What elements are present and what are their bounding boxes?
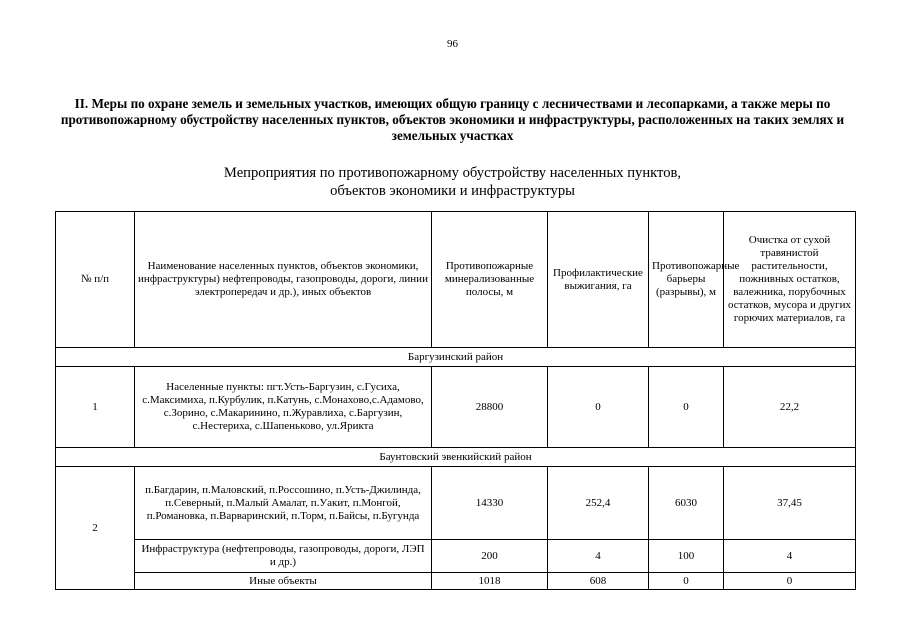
table-row xyxy=(56,367,856,448)
header-num: № п/п xyxy=(56,212,135,348)
row-barriers: 100 xyxy=(649,540,724,573)
district-row xyxy=(56,448,856,467)
row-strips: 28800 xyxy=(432,367,548,448)
section-heading: II. Меры по охране земель и земельных участков, имеющих общую границу с лесничествами и лесопарками, а также меры по противопожарному обустройству населенных пунктов, объектов экономики и инфраструктуры, расположенных на таких землях и земельных участках xyxy=(60,96,845,143)
table-caption xyxy=(150,164,755,200)
row-name: п.Багдарин, п.Маловский, п.Россошино, п.Усть-Джилинда, п.Северный, п.Малый Амалат, п.Уакит, п.Монгой, п.Романовка, п.Варваринский, п.Торм, п.Байсы, п.Бугунда xyxy=(135,467,432,540)
row-barriers: 0 xyxy=(649,367,724,448)
table-row xyxy=(56,467,856,540)
measures-table xyxy=(55,211,856,590)
row-cleaning: 37,45 xyxy=(724,467,856,540)
row-num: 1 xyxy=(56,367,135,448)
row-barriers: 0 xyxy=(649,573,724,590)
row-strips: 14330 xyxy=(432,467,548,540)
header-cleaning: Очистка от сухой травянистой растительности, пожнивных остатков, валежника, порубочных остатков, мусора и других горючих материалов, га xyxy=(724,212,856,348)
row-burns: 608 xyxy=(548,573,649,590)
row-strips: 1018 xyxy=(432,573,548,590)
row-cleaning: 22,2 xyxy=(724,367,856,448)
row-burns: 4 xyxy=(548,540,649,573)
row-name: Иные объекты xyxy=(135,573,432,590)
row-burns: 252,4 xyxy=(548,467,649,540)
row-name: Инфраструктура (нефтепроводы, газопроводы, дороги, ЛЭП и др.) xyxy=(135,540,432,573)
row-strips: 200 xyxy=(432,540,548,573)
table-row xyxy=(56,573,856,590)
header-burns: Профилактические выжигания, га xyxy=(548,212,649,348)
table-caption-line-1: Мепроприятия по противопожарному обустройству населенных пунктов, xyxy=(223,165,682,181)
header-strips: Противопожарные минерализованные полосы, м xyxy=(432,212,548,348)
row-burns: 0 xyxy=(548,367,649,448)
district-row xyxy=(56,348,856,367)
district-name: Баргузинский район xyxy=(56,348,856,367)
table-row xyxy=(56,540,856,573)
row-name: Населенные пункты: пгт.Усть-Баргузин, с.Гусиха, с.Максимиха, п.Курбулик, п.Катунь, с.Монахово,с.Адамово, с.Зорино, с.Макаринино, п.Журавлиха, с.Баргузин, с.Нестериха, с.Шапеньково, ул.Ярикта xyxy=(135,367,432,448)
page-number: 96 xyxy=(447,38,458,50)
header-barriers: Противопожарные барьеры (разрывы), м xyxy=(649,212,724,348)
table-caption-line-2: объектов экономики и инфраструктуры xyxy=(330,183,575,199)
header-name: Наименование населенных пунктов, объектов экономики, инфраструктуры) нефтепроводы, газопроводы, дороги, линии электропередач и др.), иных объектов xyxy=(135,212,432,348)
district-name: Баунтовский эвенкийский район xyxy=(56,448,856,467)
row-cleaning: 0 xyxy=(724,573,856,590)
table-header-row xyxy=(56,212,856,348)
row-barriers: 6030 xyxy=(649,467,724,540)
row-cleaning: 4 xyxy=(724,540,856,573)
row-num: 2 xyxy=(56,467,135,590)
